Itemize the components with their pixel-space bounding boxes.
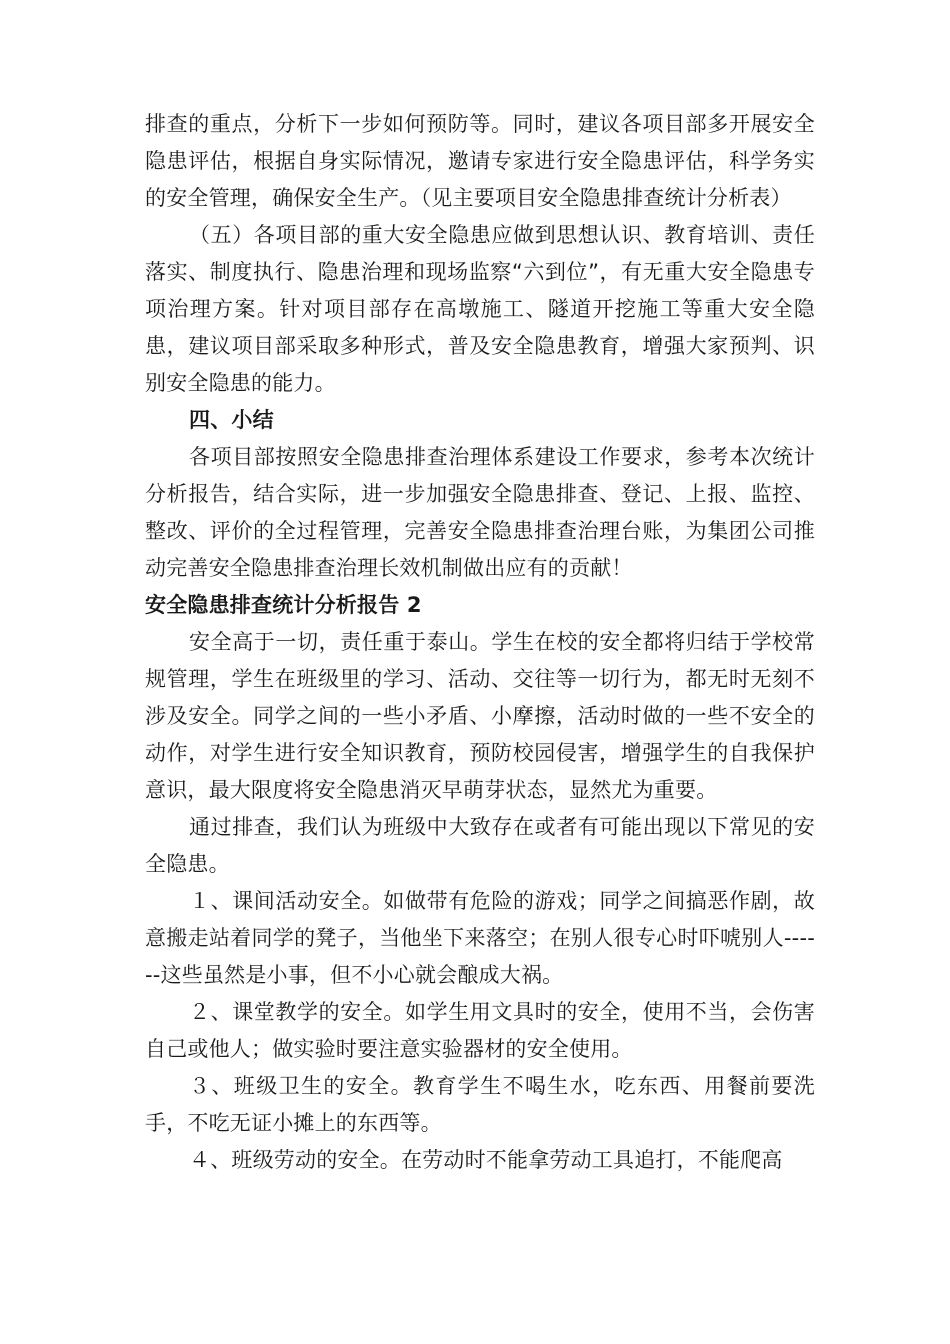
list-item-recess-safety: １、课间活动安全。如做带有危险的游戏；同学之间搞恶作剧，故意搬走站着同学的凳子，当他坐下来落空；在别人很专心时吓唬别人------这些虽然是小事，但不小心就会酿成大祸。	[145, 889, 815, 987]
section-heading-summary: 四、小结	[189, 408, 274, 432]
paragraph-major-hazards: （五）各项目部的重大安全隐患应做到思想认识、教育培训、责任落实、制度执行、隐患治理和现场监察“六到位”，有无重大安全隐患专项治理方案。针对项目部存在高墩施工、隧道开挖施工等重大安全隐患，建议项目部采取多种形式，普及安全隐患教育，增强大家预判、识别安全隐患的能力。	[145, 223, 815, 395]
paragraph-summary: 各项目部按照安全隐患排查治理体系建设工作要求，参考本次统计分析报告，结合实际，进一步加强安全隐患排查、登记、上报、监控、整改、评价的全过程管理，完善安全隐患排查治理台账，为集团公司推动完善安全隐患排查治理长效机制做出应有的贡献！	[145, 445, 815, 580]
paragraph-prevention-analysis: 排查的重点，分析下一步如何预防等。同时，建议各项目部多开展安全隐患评估，根据自身实际情况，邀请专家进行安全隐患评估，科学务实的安全管理，确保安全生产。（见主要项目安全隐患排查统计分析表）	[145, 112, 815, 210]
paragraph-safety-intro: 安全高于一切，责任重于泰山。学生在校的安全都将归结于学校常规管理，学生在班级里的学习、活动、交往等一切行为，都无时无刻不涉及安全。同学之间的一些小矛盾、小摩擦，活动时做的一些不安全的动作，对学生进行安全知识教育，预防校园侵害，增强学生的自我保护意识，最大限度将安全隐患消灭早萌芽状态，显然尤为重要。	[145, 630, 815, 802]
report-title-2: 安全隐患排查统计分析报告 2	[145, 593, 422, 617]
list-item-hygiene-safety: ３、班级卫生的安全。教育学生不喝生水，吃东西、用餐前要洗手，不吃无证小摊上的东西等。	[145, 1074, 815, 1135]
list-item-labor-safety: ４、班级劳动的安全。在劳动时不能拿劳动工具追打，不能爬高	[189, 1148, 783, 1172]
document-body	[145, 106, 815, 1179]
paragraph-investigation-result: 通过排查，我们认为班级中大致存在或者有可能出现以下常见的安全隐患。	[145, 815, 815, 876]
list-item-classroom-safety: ２、课堂教学的安全。如学生用文具时的安全，使用不当，会伤害自己或他人；做实验时要注意实验器材的安全使用。	[145, 1000, 815, 1061]
